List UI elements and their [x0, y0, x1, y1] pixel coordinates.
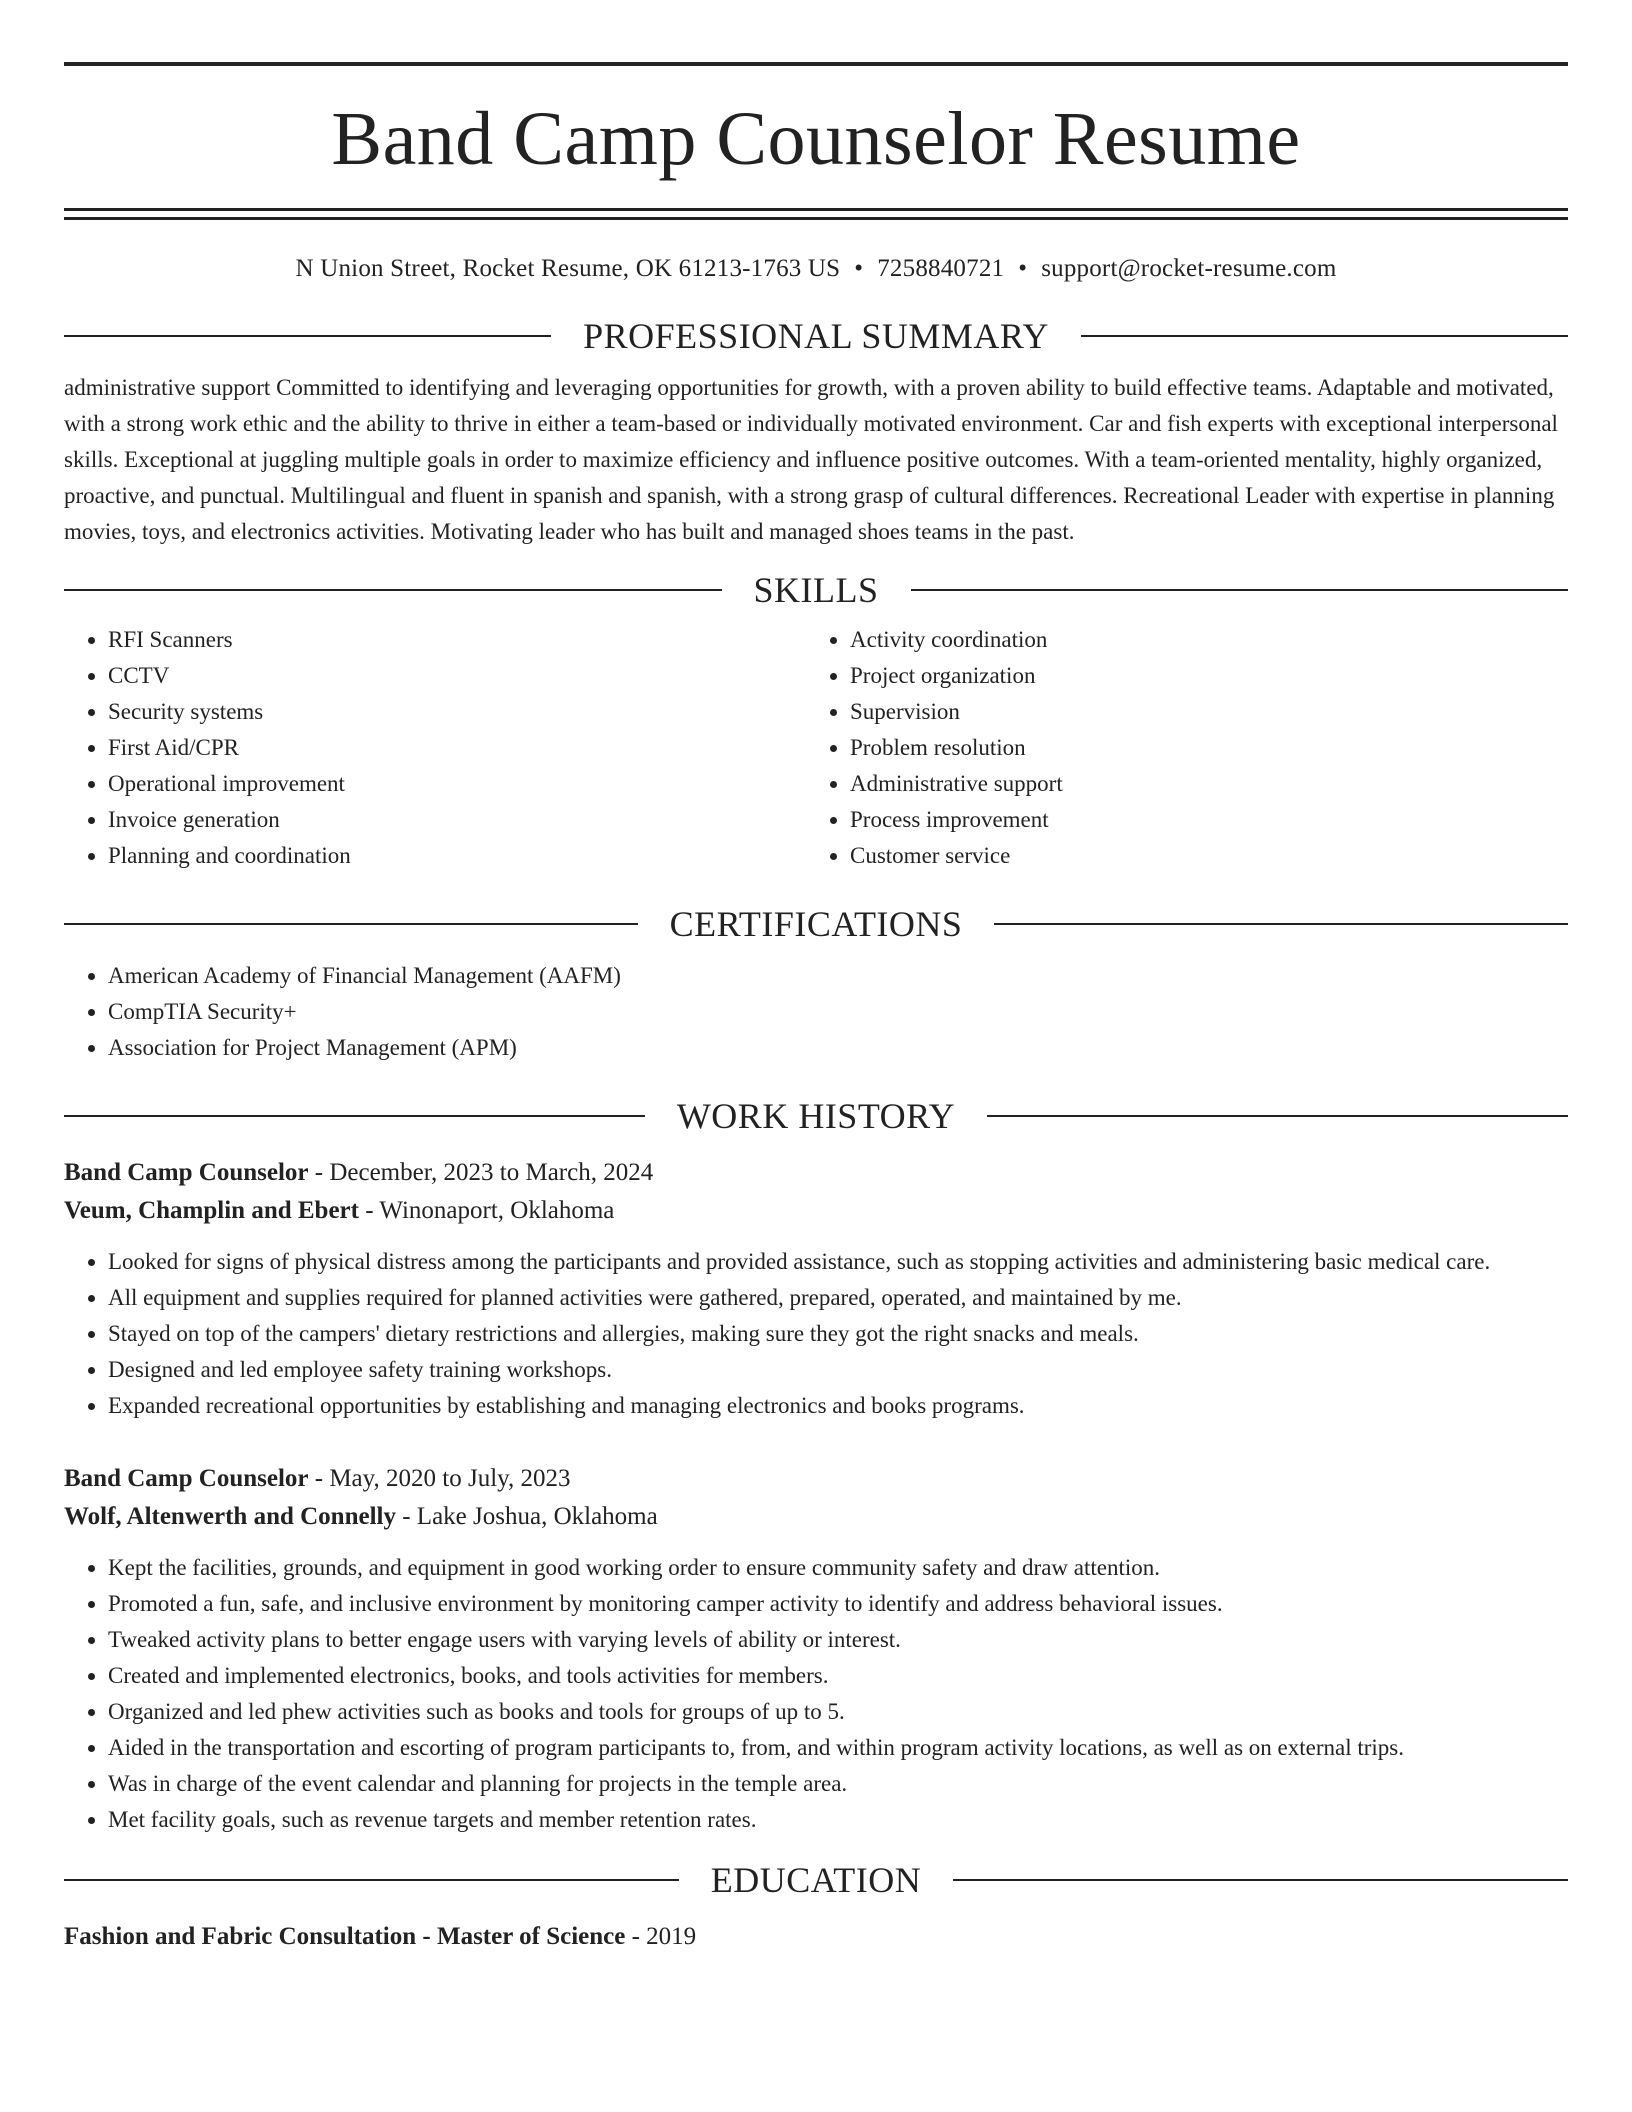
job-duty-item: • Aided in the transportation and escorting of program participants to, from, and within program activity locations, as well as on external trips.: [108, 1730, 1568, 1766]
job-duty-item: • Organized and led phew activities such as books and tools for groups of up to 5.: [108, 1694, 1568, 1730]
education-degree: Fashion and Fabric Consultation - Master of Science: [64, 1923, 626, 1950]
skill-item: • Customer service: [850, 838, 1548, 874]
heading-rule: [1081, 335, 1568, 337]
contact-separator: •: [854, 255, 864, 282]
section-heading-education: [64, 1858, 1568, 1902]
skill-item: • Activity coordination: [850, 622, 1548, 658]
section-heading-skills: [64, 568, 1568, 612]
job-title: Band Camp Counselor: [64, 1465, 309, 1492]
job-duty-item: • Promoted a fun, safe, and inclusive environment by monitoring camper activity to identify and address behavioral issues.: [108, 1586, 1568, 1622]
job-duty-item: • Kept the facilities, grounds, and equipment in good working order to ensure community safety and draw attention.: [108, 1550, 1568, 1586]
section-title: EDUCATION: [710, 1860, 922, 1900]
certification-item: • American Academy of Financial Management (AAFM): [108, 958, 1568, 994]
section-title: PROFESSIONAL SUMMARY: [583, 316, 1049, 356]
section-heading-summary: [64, 314, 1568, 358]
job-company-line: [64, 1498, 1568, 1536]
skill-item: • Invoice generation: [108, 802, 806, 838]
job-location: - Lake Joshua, Oklahoma: [395, 1503, 658, 1530]
job-duty-item: • Was in charge of the event calendar and planning for projects in the temple area.: [108, 1766, 1568, 1802]
section-title: WORK HISTORY: [676, 1096, 956, 1136]
skill-item: • Problem resolution: [850, 730, 1548, 766]
heading-rule: [64, 1879, 679, 1881]
heading-rule: [994, 923, 1568, 925]
skill-item: • Operational improvement: [108, 766, 806, 802]
contact-separator: •: [1018, 255, 1028, 282]
title-rule-bottom: [64, 208, 1568, 220]
job-dates: - May, 2020 to July, 2023: [308, 1465, 571, 1492]
job-company-line: [64, 1192, 1568, 1230]
skill-item: • Planning and coordination: [108, 838, 806, 874]
skill-item: • First Aid/CPR: [108, 730, 806, 766]
job-duty-item: • Designed and led employee safety training workshops.: [108, 1352, 1568, 1388]
job-duty-item: • Looked for signs of physical distress among the participants and provided assistance, such as stopping activities and administering basic medical care.: [108, 1244, 1568, 1280]
education-entry: [64, 1918, 1568, 1956]
job-title-line: [64, 1460, 1568, 1498]
job-duty-item: • Met facility goals, such as revenue targets and member retention rates.: [108, 1802, 1568, 1838]
skill-item: • Administrative support: [850, 766, 1548, 802]
heading-rule: [953, 1879, 1568, 1881]
job-entry: [64, 1154, 1568, 1424]
skill-item: • Project organization: [850, 658, 1548, 694]
heading-rule: [64, 923, 638, 925]
resume-page: [64, 0, 1568, 1956]
section-heading-work-history: [64, 1094, 1568, 1138]
job-duties: [64, 1550, 1568, 1838]
section-title: CERTIFICATIONS: [669, 904, 963, 944]
job-duty-item: • All equipment and supplies required for planned activities were gathered, prepared, operated, and maintained by me.: [108, 1280, 1568, 1316]
heading-rule: [64, 1115, 645, 1117]
job-title: Band Camp Counselor: [64, 1159, 309, 1186]
page-title: Band Camp Counselor Resume: [331, 97, 1301, 181]
skills-list: [64, 622, 1568, 874]
certifications-list: [64, 958, 1568, 1066]
job-dates: - December, 2023 to March, 2024: [308, 1159, 654, 1186]
section-title: SKILLS: [753, 570, 879, 610]
heading-rule: [64, 589, 722, 591]
job-duty-item: • Stayed on top of the campers' dietary restrictions and allergies, making sure they got the right snacks and meals.: [108, 1316, 1568, 1352]
skill-item: • RFI Scanners: [108, 622, 806, 658]
job-duties: [64, 1244, 1568, 1424]
job-location: - Winonaport, Oklahoma: [358, 1197, 615, 1224]
skill-item: • Process improvement: [850, 802, 1548, 838]
contact-line: [64, 252, 1568, 286]
job-company: Veum, Champlin and Ebert: [64, 1197, 359, 1224]
contact-address: N Union Street, Rocket Resume, OK 61213-1763 US: [295, 255, 841, 282]
skill-item: • Supervision: [850, 694, 1548, 730]
skills-column-left: [64, 622, 806, 874]
certification-item: • Association for Project Management (APM): [108, 1030, 1568, 1066]
job-company: Wolf, Altenwerth and Connelly: [64, 1503, 396, 1530]
heading-rule: [911, 589, 1569, 591]
job-duty-item: • Created and implemented electronics, books, and tools activities for members.: [108, 1658, 1568, 1694]
job-title-line: [64, 1154, 1568, 1192]
contact-email: support@rocket-resume.com: [1041, 255, 1337, 282]
education-year: - 2019: [625, 1923, 697, 1950]
skill-item: • CCTV: [108, 658, 806, 694]
skill-item: • Security systems: [108, 694, 806, 730]
job-entry: [64, 1460, 1568, 1838]
section-heading-certifications: [64, 902, 1568, 946]
summary-text: administrative support Committed to identifying and leveraging opportunities for growth, with a proven ability to build effective teams. Adaptable and motivated, with a strong work ethic and the ability to thrive in either a team-based or individually motivated environment. Car and fish experts with exceptional interpersonal skills. Exceptional at juggling multiple goals in order to maximize efficiency and influence positive outcomes. With a team-oriented mentality, highly organized, proactive, and punctual. Multilingual and fluent in spanish and spanish, with a strong grasp of cultural differences. Recreational Leader with expertise in planning movies, toys, and electronics activities. Motivating leader who has built and managed shoes teams in the past.: [64, 375, 1558, 544]
contact-phone: 7258840721: [877, 255, 1005, 282]
heading-rule: [987, 1115, 1568, 1117]
job-duty-item: • Expanded recreational opportunities by establishing and managing electronics and books programs.: [108, 1388, 1568, 1424]
skills-column-right: [806, 622, 1548, 874]
job-duty-item: • Tweaked activity plans to better engage users with varying levels of ability or interest.: [108, 1622, 1568, 1658]
certification-item: • CompTIA Security+: [108, 994, 1568, 1030]
heading-rule: [64, 335, 551, 337]
